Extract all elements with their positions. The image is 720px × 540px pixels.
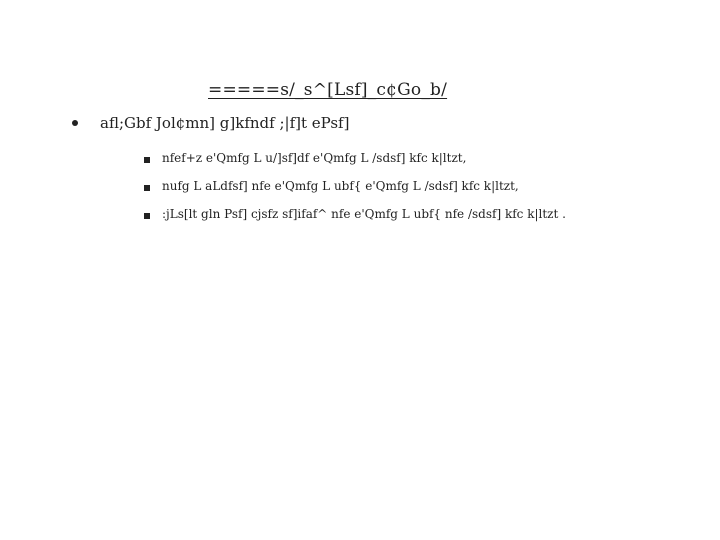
square-bullet-icon	[144, 157, 150, 163]
square-bullet-icon	[144, 213, 150, 219]
sub-bullet-text: nfef+z e'Qmfg L u/]sf]df e'Qmfg L /sdsf] kfc k|ltzt,	[162, 151, 467, 165]
slide-title: =====s/_s^[Lsf]_c¢Go_b/	[208, 80, 448, 100]
square-bullet-icon	[144, 185, 150, 191]
bullet-dot-icon	[72, 120, 78, 126]
sub-bullet-text: nufg L aLdfsf] nfe e'Qmfg L ubf{ e'Qmfg L /sdsf] kfc k|ltzt,	[162, 179, 519, 193]
sub-bullet-text: :jLs[lt gln Psf] cjsfz sf]ifaf^ nfe e'Qmfg L ubf{ nfe /sdsf] kfc k|ltzt .	[162, 207, 566, 221]
bullet-text: afl;Gbf Jol¢mn] g]kfndf ;|f]t ePsf]	[100, 114, 350, 132]
